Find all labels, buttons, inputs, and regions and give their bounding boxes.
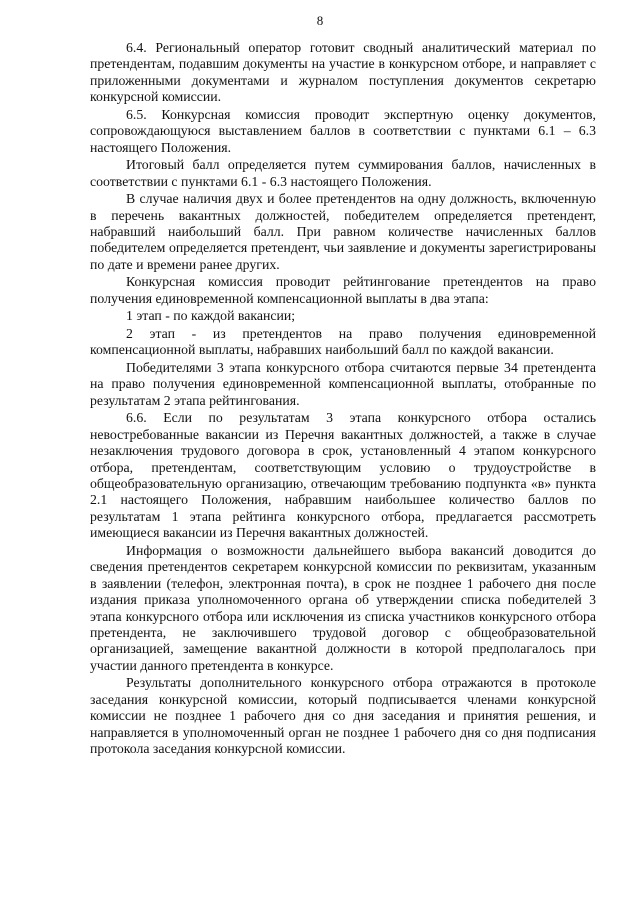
document-body [90, 40, 596, 759]
paragraph-stage-2: 2 этап - из претендентов на право получения единовременной компенсационной выплаты, набравших наибольший балл по каждой вакансии. [90, 326, 596, 358]
paragraph-6-6: 6.6. Если по результатам 3 этапа конкурсного отбора остались невостребованные вакансии из Перечня вакантных должностей, а также в случае незаключения трудового договора в срок, установленный 4 этапом конкурсного отбора, претендентам, соответствующим условию о трудоустройстве в общеобразовательную организацию, отвечающим требованию подпункта «в» пункта 2.1 настоящего Положения, набравшим наибольшее количество баллов по результатам 1 этапа рейтинга конкурсного отбора, предлагается рассмотреть имеющиеся вакансии из Перечня вакантных должностей. [90, 410, 596, 541]
paragraph-information: Информация о возможности дальнейшего выбора вакансий доводится до сведения претендентов секретарем конкурсной комиссии по реквизитам, указанным в заявлении (телефон, электронная почта), в срок не позднее 1 рабочего дня после издания приказа уполномоченного органа об утверждении списка победителей 3 этапа конкурсного отбора или исключения из списка участников конкурсного отбора претендента, не заключившего трудовой договор с общеобразовательной организацией, замещение вакантной должности в которой предполагалось при участии данного претендента в конкурсе. [90, 542, 596, 673]
paragraph-results: Результаты дополнительного конкурсного отбора отражаются в протоколе заседания конкурсной комиссии, который подписывается членами конкурсной комиссии не позднее 1 рабочего дня со дня заседания и принятия решения, и направляется в уполномоченный орган не позднее 1 рабочего дня со дня подписания протокола заседания конкурсной комиссии. [90, 675, 596, 756]
paragraph-stage-1: 1 этап - по каждой вакансии; [126, 308, 296, 324]
paragraph-rating-stages: Конкурсная комиссия проводит рейтингование претендентов на право получения единовременной компенсационной выплаты в два этапа: [90, 274, 596, 306]
paragraph-tie-rule: В случае наличия двух и более претендентов на одну должность, включенную в перечень вакантных должностей, победителем определяется претендент, набравший наибольший балл. При равном количестве начисленных баллов победителем определяется претендент, чьи заявление и документы зарегистрированы по дате и времени ранее других. [90, 191, 596, 272]
paragraph-6-5: 6.5. Конкурсная комиссия проводит экспертную оценку документов, сопровождающуюся выставлением баллов в соответствии с пунктами 6.1 – 6.3 настоящего Положения. [90, 106, 596, 155]
paragraph-total-score: Итоговый балл определяется путем суммирования баллов, начисленных в соответствии с пунктами 6.1 - 6.3 настоящего Положения. [90, 157, 596, 189]
paragraph-6-4: 6.4. Региональный оператор готовит сводный аналитический материал по претендентам, подавшим документы на участие в конкурсном отборе, и направляет с приложенными документами и журналом поступления документов секретарю конкурсной комиссии. [90, 40, 596, 105]
page-number: 8 [316, 13, 324, 28]
paragraph-winners: Победителями 3 этапа конкурсного отбора считаются первые 34 претендента на право получения единовременной компенсационной выплаты, отобранные по результатам 2 этапа рейтингования. [90, 360, 596, 408]
